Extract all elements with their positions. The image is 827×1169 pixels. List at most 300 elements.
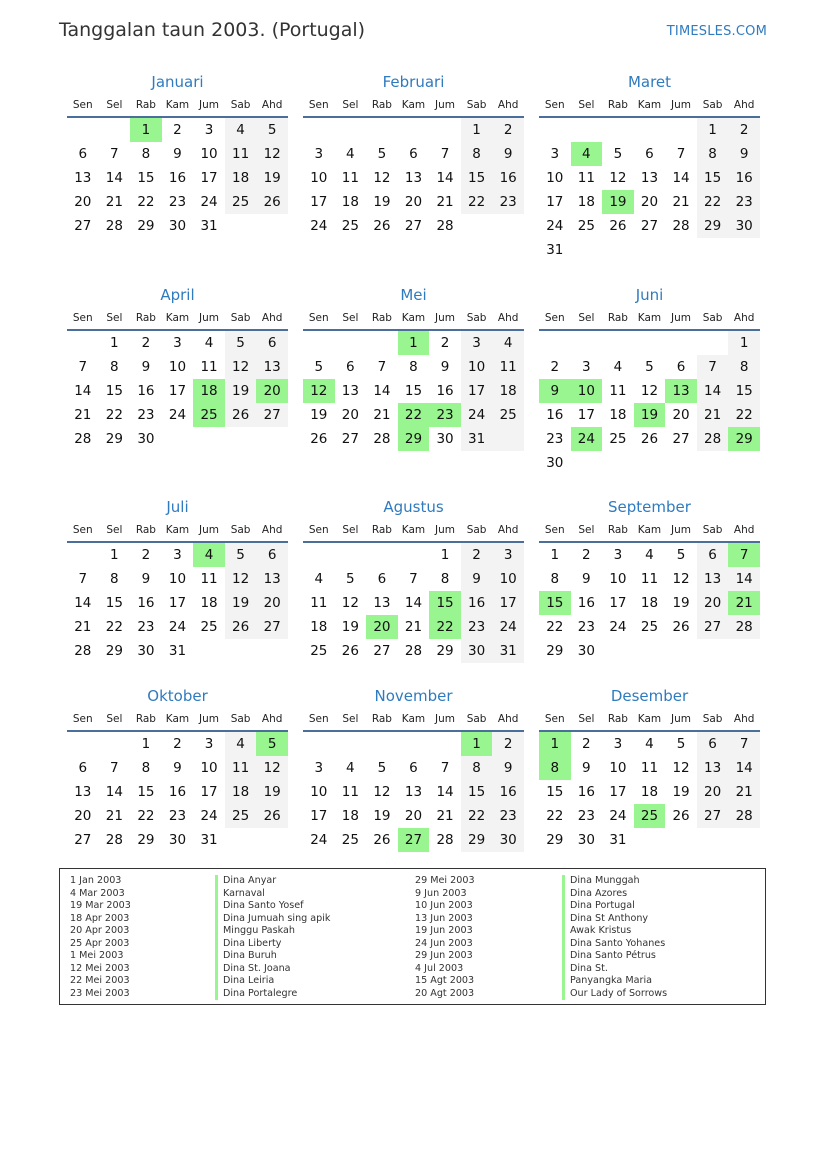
day-cell[interactable]: 26 bbox=[672, 808, 690, 824]
day-cell[interactable]: 11 bbox=[640, 571, 659, 587]
day-cell[interactable]: 8 bbox=[141, 146, 151, 162]
day-cell[interactable]: 10 bbox=[310, 784, 328, 800]
day-cell[interactable]: 16 bbox=[137, 595, 155, 611]
day-cell[interactable]: 23 bbox=[461, 615, 493, 639]
day-cell[interactable]: 4 bbox=[645, 736, 654, 752]
day-cell[interactable]: 2 bbox=[492, 732, 524, 756]
day-cell[interactable]: 4 bbox=[314, 571, 324, 587]
day-cell[interactable]: 25 bbox=[225, 804, 257, 828]
holiday-day-cell[interactable]: 25 bbox=[193, 403, 225, 427]
day-cell[interactable]: 20 bbox=[256, 591, 288, 615]
day-cell[interactable]: 14 bbox=[105, 170, 123, 186]
day-cell[interactable]: 18 bbox=[225, 780, 257, 804]
day-cell[interactable]: 9 bbox=[582, 760, 591, 776]
day-cell[interactable]: 5 bbox=[346, 571, 355, 587]
day-cell[interactable]: 28 bbox=[436, 832, 454, 848]
day-cell[interactable]: 6 bbox=[256, 331, 288, 355]
day-cell[interactable]: 25 bbox=[200, 619, 218, 635]
day-cell[interactable]: 29 bbox=[137, 832, 155, 848]
day-cell[interactable]: 19 bbox=[373, 808, 391, 824]
day-cell[interactable]: 16 bbox=[577, 784, 595, 800]
day-cell[interactable]: 27 bbox=[697, 804, 729, 828]
day-cell[interactable]: 16 bbox=[546, 407, 564, 423]
day-cell[interactable]: 7 bbox=[110, 146, 119, 162]
day-cell[interactable]: 2 bbox=[173, 122, 182, 138]
day-cell[interactable]: 31 bbox=[609, 832, 627, 848]
day-cell[interactable]: 8 bbox=[110, 571, 119, 587]
day-cell[interactable]: 14 bbox=[373, 383, 391, 399]
day-cell[interactable]: 21 bbox=[436, 194, 454, 210]
holiday-day-cell[interactable]: 1 bbox=[539, 732, 571, 756]
day-cell[interactable]: 19 bbox=[310, 407, 328, 423]
day-cell[interactable]: 5 bbox=[613, 146, 623, 162]
day-cell[interactable]: 7 bbox=[78, 359, 88, 375]
day-cell[interactable]: 9 bbox=[440, 359, 450, 375]
day-cell[interactable]: 14 bbox=[697, 379, 729, 403]
day-cell[interactable]: 11 bbox=[200, 359, 218, 375]
day-cell[interactable]: 28 bbox=[436, 218, 454, 234]
day-cell[interactable]: 6 bbox=[697, 543, 729, 567]
holiday-day-cell[interactable]: 22 bbox=[398, 403, 430, 427]
day-cell[interactable]: 25 bbox=[609, 431, 627, 447]
day-cell[interactable]: 1 bbox=[440, 547, 450, 563]
day-cell[interactable]: 20 bbox=[74, 808, 92, 824]
day-cell[interactable]: 25 bbox=[640, 619, 659, 635]
day-cell[interactable]: 2 bbox=[582, 736, 591, 752]
day-cell[interactable]: 24 bbox=[200, 194, 218, 210]
day-cell[interactable]: 14 bbox=[74, 383, 92, 399]
day-cell[interactable]: 30 bbox=[577, 643, 595, 659]
holiday-day-cell[interactable]: 4 bbox=[571, 142, 603, 166]
day-cell[interactable]: 25 bbox=[341, 218, 359, 234]
day-cell[interactable]: 13 bbox=[341, 383, 359, 399]
day-cell[interactable]: 10 bbox=[609, 760, 627, 776]
day-cell[interactable]: 20 bbox=[697, 780, 729, 804]
day-cell[interactable]: 28 bbox=[74, 431, 92, 447]
day-cell[interactable]: 21 bbox=[436, 808, 454, 824]
day-cell[interactable]: 19 bbox=[672, 784, 690, 800]
day-cell[interactable]: 3 bbox=[550, 146, 560, 162]
day-cell[interactable]: 26 bbox=[373, 218, 391, 234]
holiday-day-cell[interactable]: 21 bbox=[728, 591, 760, 615]
day-cell[interactable]: 5 bbox=[676, 547, 686, 563]
holiday-day-cell[interactable]: 1 bbox=[461, 732, 493, 756]
day-cell[interactable]: 22 bbox=[697, 190, 729, 214]
day-cell[interactable]: 10 bbox=[168, 359, 187, 375]
day-cell[interactable]: 24 bbox=[168, 619, 187, 635]
day-cell[interactable]: 20 bbox=[74, 194, 92, 210]
day-cell[interactable]: 11 bbox=[341, 784, 359, 800]
day-cell[interactable]: 23 bbox=[168, 194, 187, 210]
day-cell[interactable]: 18 bbox=[492, 379, 524, 403]
day-cell[interactable]: 27 bbox=[697, 615, 729, 639]
day-cell[interactable]: 8 bbox=[697, 142, 729, 166]
day-cell[interactable]: 16 bbox=[461, 591, 493, 615]
day-cell[interactable]: 10 bbox=[200, 760, 218, 776]
day-cell[interactable]: 10 bbox=[168, 571, 187, 587]
day-cell[interactable]: 23 bbox=[137, 407, 155, 423]
holiday-day-cell[interactable]: 29 bbox=[728, 427, 760, 451]
day-cell[interactable]: 25 bbox=[492, 403, 524, 427]
day-cell[interactable]: 21 bbox=[105, 194, 123, 210]
day-cell[interactable]: 20 bbox=[640, 194, 659, 210]
day-cell[interactable]: 1 bbox=[141, 736, 151, 752]
day-cell[interactable]: 10 bbox=[461, 355, 493, 379]
day-cell[interactable]: 1 bbox=[550, 547, 560, 563]
day-cell[interactable]: 29 bbox=[461, 828, 493, 852]
day-cell[interactable]: 29 bbox=[697, 214, 729, 238]
day-cell[interactable]: 19 bbox=[256, 780, 288, 804]
holiday-day-cell[interactable]: 7 bbox=[728, 543, 760, 567]
day-cell[interactable]: 2 bbox=[461, 543, 493, 567]
day-cell[interactable]: 26 bbox=[225, 403, 257, 427]
day-cell[interactable]: 1 bbox=[728, 331, 760, 355]
day-cell[interactable]: 7 bbox=[676, 146, 686, 162]
day-cell[interactable]: 26 bbox=[609, 218, 627, 234]
day-cell[interactable]: 21 bbox=[404, 619, 423, 635]
holiday-day-cell[interactable]: 29 bbox=[398, 427, 430, 451]
day-cell[interactable]: 15 bbox=[728, 379, 760, 403]
holiday-day-cell[interactable]: 20 bbox=[366, 615, 398, 639]
day-cell[interactable]: 13 bbox=[74, 784, 92, 800]
day-cell[interactable]: 11 bbox=[225, 142, 257, 166]
day-cell[interactable]: 3 bbox=[204, 122, 214, 138]
day-cell[interactable]: 24 bbox=[310, 832, 328, 848]
day-cell[interactable]: 9 bbox=[173, 760, 182, 776]
day-cell[interactable]: 30 bbox=[137, 643, 155, 659]
day-cell[interactable]: 17 bbox=[200, 170, 218, 186]
day-cell[interactable]: 24 bbox=[461, 403, 493, 427]
day-cell[interactable]: 21 bbox=[697, 403, 729, 427]
day-cell[interactable]: 22 bbox=[461, 804, 493, 828]
day-cell[interactable]: 14 bbox=[436, 784, 454, 800]
day-cell[interactable]: 22 bbox=[105, 619, 123, 635]
day-cell[interactable]: 28 bbox=[373, 431, 391, 447]
day-cell[interactable]: 29 bbox=[137, 218, 155, 234]
day-cell[interactable]: 18 bbox=[640, 595, 659, 611]
day-cell[interactable]: 4 bbox=[346, 760, 355, 776]
day-cell[interactable]: 5 bbox=[225, 331, 257, 355]
day-cell[interactable]: 16 bbox=[492, 166, 524, 190]
day-cell[interactable]: 19 bbox=[225, 379, 257, 403]
day-cell[interactable]: 3 bbox=[613, 736, 623, 752]
day-cell[interactable]: 26 bbox=[640, 431, 659, 447]
day-cell[interactable]: 7 bbox=[728, 732, 760, 756]
day-cell[interactable]: 15 bbox=[546, 784, 564, 800]
day-cell[interactable]: 9 bbox=[492, 756, 524, 780]
day-cell[interactable]: 7 bbox=[377, 359, 387, 375]
day-cell[interactable]: 8 bbox=[110, 359, 119, 375]
day-cell[interactable]: 12 bbox=[341, 595, 359, 611]
day-cell[interactable]: 28 bbox=[404, 643, 423, 659]
day-cell[interactable]: 16 bbox=[168, 170, 187, 186]
day-cell[interactable]: 6 bbox=[676, 359, 686, 375]
day-cell[interactable]: 8 bbox=[550, 571, 560, 587]
day-cell[interactable]: 2 bbox=[141, 335, 151, 351]
day-cell[interactable]: 12 bbox=[225, 355, 257, 379]
day-cell[interactable]: 21 bbox=[74, 619, 92, 635]
day-cell[interactable]: 18 bbox=[225, 166, 257, 190]
day-cell[interactable]: 21 bbox=[74, 407, 92, 423]
day-cell[interactable]: 27 bbox=[373, 643, 391, 659]
day-cell[interactable]: 25 bbox=[341, 832, 359, 848]
day-cell[interactable]: 25 bbox=[225, 190, 257, 214]
day-cell[interactable]: 26 bbox=[256, 190, 288, 214]
day-cell[interactable]: 13 bbox=[640, 170, 659, 186]
day-cell[interactable]: 8 bbox=[409, 359, 418, 375]
brand-link[interactable]: TIMESLES.COM bbox=[666, 24, 767, 39]
day-cell[interactable]: 23 bbox=[492, 804, 524, 828]
day-cell[interactable]: 17 bbox=[461, 379, 493, 403]
day-cell[interactable]: 7 bbox=[697, 355, 729, 379]
day-cell[interactable]: 27 bbox=[256, 615, 288, 639]
day-cell[interactable]: 6 bbox=[697, 732, 729, 756]
day-cell[interactable]: 1 bbox=[110, 335, 119, 351]
day-cell[interactable]: 8 bbox=[728, 355, 760, 379]
day-cell[interactable]: 15 bbox=[137, 784, 155, 800]
day-cell[interactable]: 23 bbox=[577, 808, 595, 824]
day-cell[interactable]: 7 bbox=[440, 146, 450, 162]
day-cell[interactable]: 2 bbox=[141, 547, 151, 563]
day-cell[interactable]: 15 bbox=[697, 166, 729, 190]
day-cell[interactable]: 22 bbox=[461, 190, 493, 214]
day-cell[interactable]: 28 bbox=[728, 804, 760, 828]
day-cell[interactable]: 23 bbox=[168, 808, 187, 824]
day-cell[interactable]: 6 bbox=[78, 760, 88, 776]
day-cell[interactable]: 1 bbox=[697, 118, 729, 142]
day-cell[interactable]: 13 bbox=[404, 784, 423, 800]
day-cell[interactable]: 12 bbox=[373, 170, 391, 186]
day-cell[interactable]: 13 bbox=[256, 355, 288, 379]
day-cell[interactable]: 15 bbox=[461, 166, 493, 190]
holiday-day-cell[interactable]: 1 bbox=[398, 331, 430, 355]
day-cell[interactable]: 19 bbox=[373, 194, 391, 210]
day-cell[interactable]: 26 bbox=[310, 431, 328, 447]
day-cell[interactable]: 16 bbox=[168, 784, 187, 800]
day-cell[interactable]: 15 bbox=[137, 170, 155, 186]
day-cell[interactable]: 8 bbox=[461, 142, 493, 166]
holiday-day-cell[interactable]: 9 bbox=[539, 379, 571, 403]
day-cell[interactable]: 14 bbox=[105, 784, 123, 800]
day-cell[interactable]: 16 bbox=[436, 383, 454, 399]
day-cell[interactable]: 10 bbox=[609, 571, 627, 587]
day-cell[interactable]: 29 bbox=[436, 643, 454, 659]
day-cell[interactable]: 23 bbox=[492, 190, 524, 214]
day-cell[interactable]: 26 bbox=[256, 804, 288, 828]
day-cell[interactable]: 6 bbox=[78, 146, 88, 162]
day-cell[interactable]: 20 bbox=[341, 407, 359, 423]
day-cell[interactable]: 27 bbox=[256, 403, 288, 427]
day-cell[interactable]: 12 bbox=[640, 383, 659, 399]
day-cell[interactable]: 22 bbox=[546, 619, 564, 635]
day-cell[interactable]: 13 bbox=[373, 595, 391, 611]
day-cell[interactable]: 17 bbox=[168, 595, 187, 611]
day-cell[interactable]: 21 bbox=[672, 194, 690, 210]
day-cell[interactable]: 12 bbox=[256, 756, 288, 780]
day-cell[interactable]: 28 bbox=[697, 427, 729, 451]
day-cell[interactable]: 14 bbox=[672, 170, 690, 186]
holiday-day-cell[interactable]: 15 bbox=[539, 591, 571, 615]
day-cell[interactable]: 31 bbox=[200, 218, 218, 234]
day-cell[interactable]: 23 bbox=[546, 431, 564, 447]
day-cell[interactable]: 3 bbox=[613, 547, 623, 563]
holiday-day-cell[interactable]: 25 bbox=[634, 804, 666, 828]
day-cell[interactable]: 30 bbox=[461, 639, 493, 663]
day-cell[interactable]: 29 bbox=[546, 832, 564, 848]
day-cell[interactable]: 26 bbox=[672, 619, 690, 635]
day-cell[interactable]: 9 bbox=[173, 146, 182, 162]
day-cell[interactable]: 26 bbox=[341, 643, 359, 659]
day-cell[interactable]: 30 bbox=[168, 832, 187, 848]
day-cell[interactable]: 24 bbox=[200, 808, 218, 824]
day-cell[interactable]: 7 bbox=[110, 760, 119, 776]
day-cell[interactable]: 27 bbox=[341, 431, 359, 447]
day-cell[interactable]: 4 bbox=[492, 331, 524, 355]
day-cell[interactable]: 20 bbox=[672, 407, 690, 423]
holiday-day-cell[interactable]: 19 bbox=[634, 403, 666, 427]
day-cell[interactable]: 17 bbox=[609, 595, 627, 611]
day-cell[interactable]: 23 bbox=[577, 619, 595, 635]
day-cell[interactable]: 30 bbox=[436, 431, 454, 447]
day-cell[interactable]: 21 bbox=[728, 780, 760, 804]
day-cell[interactable]: 14 bbox=[728, 756, 760, 780]
day-cell[interactable]: 26 bbox=[373, 832, 391, 848]
day-cell[interactable]: 1 bbox=[110, 547, 119, 563]
day-cell[interactable]: 14 bbox=[404, 595, 423, 611]
holiday-day-cell[interactable]: 22 bbox=[429, 615, 461, 639]
day-cell[interactable]: 29 bbox=[105, 431, 123, 447]
day-cell[interactable]: 9 bbox=[141, 359, 151, 375]
day-cell[interactable]: 11 bbox=[609, 383, 627, 399]
holiday-day-cell[interactable]: 24 bbox=[571, 427, 603, 451]
day-cell[interactable]: 2 bbox=[582, 547, 591, 563]
day-cell[interactable]: 18 bbox=[310, 619, 328, 635]
day-cell[interactable]: 24 bbox=[546, 218, 564, 234]
day-cell[interactable]: 8 bbox=[461, 756, 493, 780]
day-cell[interactable]: 1 bbox=[461, 118, 493, 142]
day-cell[interactable]: 12 bbox=[225, 567, 257, 591]
day-cell[interactable]: 14 bbox=[436, 170, 454, 186]
day-cell[interactable]: 9 bbox=[492, 142, 524, 166]
day-cell[interactable]: 3 bbox=[461, 331, 493, 355]
day-cell[interactable]: 3 bbox=[314, 760, 324, 776]
day-cell[interactable]: 31 bbox=[168, 643, 187, 659]
day-cell[interactable]: 10 bbox=[200, 146, 218, 162]
day-cell[interactable]: 5 bbox=[314, 359, 324, 375]
day-cell[interactable]: 28 bbox=[672, 218, 690, 234]
day-cell[interactable]: 15 bbox=[404, 383, 423, 399]
day-cell[interactable]: 31 bbox=[461, 427, 493, 451]
day-cell[interactable]: 16 bbox=[728, 166, 760, 190]
day-cell[interactable]: 10 bbox=[310, 170, 328, 186]
day-cell[interactable]: 4 bbox=[225, 732, 257, 756]
day-cell[interactable]: 5 bbox=[645, 359, 654, 375]
day-cell[interactable]: 28 bbox=[74, 643, 92, 659]
day-cell[interactable]: 18 bbox=[609, 407, 627, 423]
day-cell[interactable]: 15 bbox=[461, 780, 493, 804]
day-cell[interactable]: 2 bbox=[440, 335, 450, 351]
day-cell[interactable]: 11 bbox=[640, 760, 659, 776]
day-cell[interactable]: 16 bbox=[137, 383, 155, 399]
day-cell[interactable]: 20 bbox=[404, 808, 423, 824]
day-cell[interactable]: 7 bbox=[78, 571, 88, 587]
day-cell[interactable]: 24 bbox=[609, 619, 627, 635]
holiday-day-cell[interactable]: 19 bbox=[602, 190, 634, 214]
day-cell[interactable]: 4 bbox=[225, 118, 257, 142]
day-cell[interactable]: 2 bbox=[550, 359, 560, 375]
day-cell[interactable]: 2 bbox=[728, 118, 760, 142]
day-cell[interactable]: 17 bbox=[200, 784, 218, 800]
day-cell[interactable]: 11 bbox=[341, 170, 359, 186]
day-cell[interactable]: 4 bbox=[204, 335, 214, 351]
day-cell[interactable]: 4 bbox=[645, 547, 654, 563]
day-cell[interactable]: 14 bbox=[74, 595, 92, 611]
day-cell[interactable]: 30 bbox=[546, 455, 564, 471]
day-cell[interactable]: 12 bbox=[256, 142, 288, 166]
day-cell[interactable]: 13 bbox=[404, 170, 423, 186]
holiday-day-cell[interactable]: 18 bbox=[193, 379, 225, 403]
day-cell[interactable]: 12 bbox=[672, 571, 690, 587]
day-cell[interactable]: 15 bbox=[105, 383, 123, 399]
day-cell[interactable]: 3 bbox=[582, 359, 591, 375]
day-cell[interactable]: 17 bbox=[492, 591, 524, 615]
day-cell[interactable]: 23 bbox=[728, 190, 760, 214]
day-cell[interactable]: 16 bbox=[577, 595, 595, 611]
day-cell[interactable]: 12 bbox=[373, 784, 391, 800]
day-cell[interactable]: 17 bbox=[577, 407, 595, 423]
day-cell[interactable]: 31 bbox=[492, 639, 524, 663]
day-cell[interactable]: 28 bbox=[105, 218, 123, 234]
day-cell[interactable]: 3 bbox=[173, 547, 182, 563]
day-cell[interactable]: 13 bbox=[697, 567, 729, 591]
day-cell[interactable]: 30 bbox=[577, 832, 595, 848]
day-cell[interactable]: 29 bbox=[105, 643, 123, 659]
day-cell[interactable]: 3 bbox=[173, 335, 182, 351]
day-cell[interactable]: 26 bbox=[225, 615, 257, 639]
day-cell[interactable]: 17 bbox=[168, 383, 187, 399]
day-cell[interactable]: 18 bbox=[577, 194, 595, 210]
holiday-day-cell[interactable]: 15 bbox=[429, 591, 461, 615]
day-cell[interactable]: 5 bbox=[377, 146, 387, 162]
day-cell[interactable]: 31 bbox=[546, 242, 564, 258]
day-cell[interactable]: 28 bbox=[728, 615, 760, 639]
day-cell[interactable]: 17 bbox=[310, 194, 328, 210]
day-cell[interactable]: 8 bbox=[440, 571, 450, 587]
day-cell[interactable]: 21 bbox=[373, 407, 391, 423]
holiday-day-cell[interactable]: 1 bbox=[130, 118, 162, 142]
day-cell[interactable]: 3 bbox=[204, 736, 214, 752]
day-cell[interactable]: 10 bbox=[546, 170, 564, 186]
holiday-day-cell[interactable]: 4 bbox=[193, 543, 225, 567]
holiday-day-cell[interactable]: 23 bbox=[429, 403, 461, 427]
day-cell[interactable]: 18 bbox=[200, 595, 218, 611]
day-cell[interactable]: 30 bbox=[728, 214, 760, 238]
holiday-day-cell[interactable]: 12 bbox=[303, 379, 335, 403]
day-cell[interactable]: 12 bbox=[672, 760, 690, 776]
day-cell[interactable]: 6 bbox=[409, 760, 418, 776]
day-cell[interactable]: 20 bbox=[697, 591, 729, 615]
day-cell[interactable]: 4 bbox=[613, 359, 623, 375]
day-cell[interactable]: 5 bbox=[377, 760, 387, 776]
day-cell[interactable]: 19 bbox=[225, 591, 257, 615]
day-cell[interactable]: 4 bbox=[346, 146, 355, 162]
holiday-day-cell[interactable]: 27 bbox=[398, 828, 430, 852]
day-cell[interactable]: 11 bbox=[225, 756, 257, 780]
day-cell[interactable]: 6 bbox=[645, 146, 654, 162]
day-cell[interactable]: 13 bbox=[74, 170, 92, 186]
day-cell[interactable]: 12 bbox=[609, 170, 627, 186]
day-cell[interactable]: 17 bbox=[310, 808, 328, 824]
